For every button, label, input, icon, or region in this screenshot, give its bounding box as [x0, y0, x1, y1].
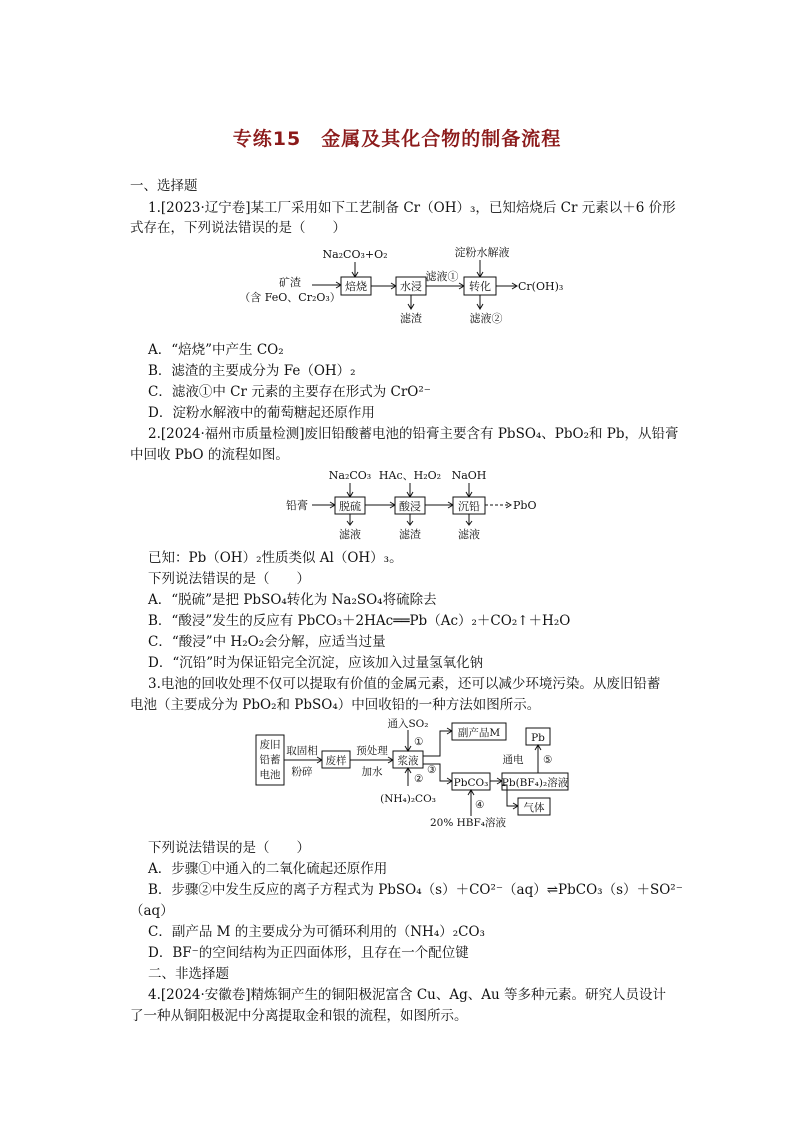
q2-option-b: B．“酸浸”发生的反应有 PbCO₃＋2HAc══Pb（Ac）₂＋CO₂↑＋H₂O: [148, 613, 571, 629]
q2-box-desulfur-label: 脱硫: [339, 500, 361, 513]
page-title: 专练15 金属及其化合物的制备流程: [232, 128, 562, 150]
q3-option-b-cont: （aq）: [130, 903, 174, 919]
q3-start-3: 电池: [259, 769, 281, 781]
q2-product: PbO: [513, 499, 537, 512]
q3-step5: ⑤: [543, 754, 553, 766]
q1-flow-diagram: [239, 240, 590, 332]
q3-electrolysis: 通电: [502, 754, 524, 766]
q1-option-d: D．淀粉水解液中的葡萄糖起还原作用: [148, 405, 375, 421]
q3-pre-top: 预处理: [356, 745, 388, 757]
q2-below2: 滤渣: [399, 528, 421, 541]
q3-box-sample-label: 废样: [325, 755, 347, 767]
q3-box-byproduct-label: 副产品M: [457, 727, 501, 739]
q3-step4: ④: [475, 799, 485, 811]
q1-box-convert-label: 转化: [469, 280, 491, 293]
q3-option-b: B．步骤②中发生反应的离子方程式为 PbSO₄（s）＋CO²⁻（aq）⇌PbCO₃（s）＋SO²⁻: [148, 882, 683, 898]
q1-box-leach-label: 水浸: [400, 280, 422, 293]
q3-so2: 通入SO₂: [387, 718, 429, 730]
q2-ask: 下列说法错误的是（ ）: [148, 571, 310, 587]
q1-stem-line2: 式存在，下列说法错误的是（ ）: [130, 220, 346, 236]
q1-option-b: B．滤渣的主要成分为 Fe（OH）₂: [148, 363, 356, 379]
q2-flow-diagram: [282, 466, 552, 544]
q3-nh4co3: (NH₄)₂CO₃: [380, 793, 436, 805]
q3-hbf4: 20% HBF₄溶液: [429, 817, 507, 829]
q2-option-c: C．“酸浸”中 H₂O₂会分解，应适当过量: [148, 634, 386, 650]
q4-stem-line1: 4.[2024·安徽卷]精炼铜产生的铜阳极泥富含 Cu、Ag、Au 等多种元素。研究人员设计: [148, 987, 667, 1003]
q3-box-slurry-label: 浆液: [397, 755, 419, 767]
q3-step1: ①: [414, 736, 424, 748]
q2-below1: 滤液: [339, 528, 361, 541]
q3-step-top: 取固相: [286, 745, 318, 757]
q1-filtrate1: 滤液①: [425, 270, 459, 283]
q1-option-a: A．“焙烧”中产生 CO₂: [148, 342, 284, 358]
q1-residue: 滤渣: [400, 312, 422, 325]
q2-reagent2: HAc、H₂O₂: [378, 469, 442, 482]
q2-stem-line2: 中回收 PbO 的流程如图。: [130, 447, 289, 463]
q3-step2: ②: [414, 773, 424, 785]
q2-box-precipitate-label: 沉铅: [458, 500, 480, 513]
q3-option-c: C．副产品 M 的主要成分为可循环利用的（NH₄）₂CO₃: [148, 924, 485, 940]
q1-box-roast-label: 焙烧: [345, 280, 367, 293]
q2-stem-line1: 2.[2024·福州市质量检测]废旧铅酸蓄电池的铅膏主要含有 PbSO₄、PbO₂和 Pb，从铅膏: [148, 426, 679, 442]
q3-box-pbco3-label: PbCO₃: [453, 777, 489, 789]
q3-box-solution-label: Pb(BF₄)₂溶液: [501, 777, 569, 789]
q3-stem-line2: 电池（主要成分为 PbO₂和 PbSO₄）中回收铅的一种方法如图所示。: [130, 697, 541, 713]
q2-start: 铅膏: [286, 499, 308, 512]
q2-known: 已知：Pb（OH）₂性质类似 Al（OH）₃。: [148, 550, 403, 566]
q3-start-1: 废旧: [259, 739, 281, 751]
q2-option-a: A．“脱硫”是把 PbSO₄转化为 Na₂SO₄将硫除去: [148, 592, 437, 608]
section-heading-choice: 一、选择题: [130, 178, 198, 194]
q2-box-acid-leach-label: 酸浸: [399, 500, 421, 513]
q3-flow-diagram: [252, 718, 582, 830]
q1-option-c: C．滤液①中 Cr 元素的主要存在形式为 CrO²⁻: [148, 384, 431, 400]
q3-option-d: D．BF⁻的空间结构为正四面体形，且存在一个配位键: [148, 945, 469, 961]
section-heading-nonchoice: 二、非选择题: [148, 966, 229, 982]
q2-reagent3: NaOH: [451, 469, 487, 482]
q3-start-2: 铅蓄: [259, 754, 281, 766]
q3-box-pb-label: Pb: [531, 732, 545, 744]
q3-step-bottom: 粉碎: [291, 766, 313, 778]
q1-ore-composition: （含 FeO、Cr₂O₃）: [239, 291, 341, 304]
q1-filtrate2: 滤液②: [469, 312, 503, 325]
q2-reagent1: Na₂CO₃: [328, 469, 372, 482]
q1-ore-label: 矿渣: [279, 276, 301, 289]
q3-box-gas-label: 气体: [523, 802, 545, 814]
q3-step3: ③: [427, 764, 437, 776]
q3-pre-bottom: 加水: [361, 766, 383, 778]
q1-reagent-top: Na₂CO₃+O₂: [322, 248, 388, 261]
q3-stem-line1: 3.电池的回收处理不仅可以提取有价值的金属元素，还可以减少环境污染。从废旧铅蓄: [148, 676, 661, 692]
q2-below3: 滤液: [458, 528, 480, 541]
q1-product: Cr(OH)₃: [518, 280, 564, 293]
q3-ask: 下列说法错误的是（ ）: [148, 840, 310, 856]
q1-stem-line1: 1.[2023·辽宁卷]某工厂采用如下工艺制备 Cr（OH）₃，已知焙烧后 Cr 元素以＋6 价形: [148, 200, 676, 216]
q1-starch-hydrolysate: 淀粉水解液: [454, 246, 510, 259]
q3-option-a: A．步骤①中通入的二氧化硫起还原作用: [148, 861, 388, 877]
q2-option-d: D．“沉铅”时为保证铅完全沉淀，应该加入过量氢氧化钠: [148, 655, 484, 671]
q4-stem-line2: 了一种从铜阳极泥中分离提取金和银的流程，如图所示。: [130, 1008, 468, 1024]
